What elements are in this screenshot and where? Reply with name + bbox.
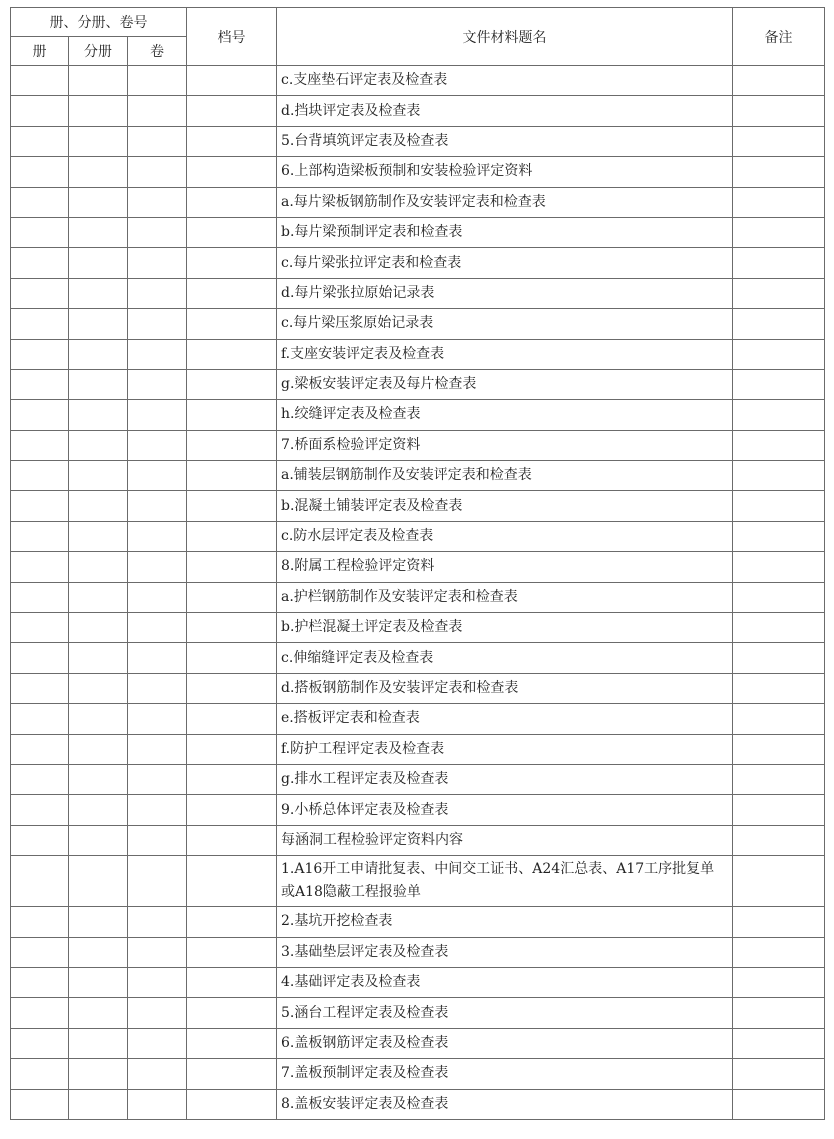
cell-roll	[128, 856, 187, 907]
table-row	[11, 998, 825, 1028]
cell-document-title: c.每片梁压浆原始记录表	[277, 309, 733, 339]
cell-volume	[11, 795, 69, 825]
cell-roll	[128, 613, 187, 643]
cell-remarks	[733, 278, 825, 308]
cell-file-number	[187, 907, 277, 937]
table-row	[11, 734, 825, 764]
table-row	[11, 126, 825, 156]
cell-document-title: f.防护工程评定表及检查表	[277, 734, 733, 764]
cell-remarks	[733, 187, 825, 217]
cell-remarks	[733, 66, 825, 96]
table-row	[11, 1028, 825, 1058]
cell-remarks	[733, 217, 825, 247]
cell-sub-volume	[69, 461, 128, 491]
cell-sub-volume	[69, 856, 128, 907]
cell-document-title: c.伸缩缝评定表及检查表	[277, 643, 733, 673]
cell-volume	[11, 430, 69, 460]
header-file-number: 档号	[187, 8, 277, 66]
table-body	[11, 66, 825, 1120]
cell-volume	[11, 400, 69, 430]
cell-roll	[128, 998, 187, 1028]
cell-remarks	[733, 795, 825, 825]
cell-roll	[128, 461, 187, 491]
cell-document-title: c.防水层评定表及检查表	[277, 521, 733, 551]
cell-roll	[128, 825, 187, 855]
table-row	[11, 400, 825, 430]
cell-remarks	[733, 825, 825, 855]
cell-volume	[11, 937, 69, 967]
cell-sub-volume	[69, 157, 128, 187]
cell-roll	[128, 126, 187, 156]
cell-volume	[11, 552, 69, 582]
cell-roll	[128, 937, 187, 967]
cell-sub-volume	[69, 1059, 128, 1089]
cell-volume	[11, 309, 69, 339]
cell-roll	[128, 582, 187, 612]
cell-remarks	[733, 937, 825, 967]
cell-sub-volume	[69, 704, 128, 734]
cell-remarks	[733, 764, 825, 794]
cell-file-number	[187, 552, 277, 582]
cell-roll	[128, 764, 187, 794]
cell-document-title: b.护栏混凝土评定表及检查表	[277, 613, 733, 643]
cell-roll	[128, 309, 187, 339]
table-row	[11, 461, 825, 491]
table-row	[11, 66, 825, 96]
cell-roll	[128, 491, 187, 521]
cell-document-title: 6.上部构造梁板预制和安装检验评定资料	[277, 157, 733, 187]
cell-volume	[11, 825, 69, 855]
header-volume: 册	[11, 37, 69, 66]
cell-roll	[128, 187, 187, 217]
cell-sub-volume	[69, 764, 128, 794]
cell-remarks	[733, 967, 825, 997]
cell-file-number	[187, 704, 277, 734]
cell-sub-volume	[69, 582, 128, 612]
table-row	[11, 937, 825, 967]
cell-sub-volume	[69, 96, 128, 126]
cell-sub-volume	[69, 217, 128, 247]
cell-roll	[128, 907, 187, 937]
cell-remarks	[733, 430, 825, 460]
cell-volume	[11, 764, 69, 794]
cell-roll	[128, 96, 187, 126]
cell-remarks	[733, 582, 825, 612]
cell-volume	[11, 217, 69, 247]
cell-file-number	[187, 400, 277, 430]
header-document-title: 文件材料题名	[277, 8, 733, 66]
cell-file-number	[187, 1059, 277, 1089]
table-row	[11, 187, 825, 217]
cell-document-title: 7.桥面系检验评定资料	[277, 430, 733, 460]
cell-sub-volume	[69, 795, 128, 825]
table-row	[11, 521, 825, 551]
cell-roll	[128, 967, 187, 997]
cell-document-title: c.支座垫石评定表及检查表	[277, 66, 733, 96]
cell-volume	[11, 461, 69, 491]
cell-remarks	[733, 673, 825, 703]
cell-remarks	[733, 157, 825, 187]
table-row	[11, 278, 825, 308]
cell-file-number	[187, 825, 277, 855]
cell-volume	[11, 1028, 69, 1058]
cell-roll	[128, 369, 187, 399]
cell-remarks	[733, 491, 825, 521]
cell-remarks	[733, 126, 825, 156]
cell-file-number	[187, 582, 277, 612]
cell-volume	[11, 278, 69, 308]
cell-volume	[11, 126, 69, 156]
cell-sub-volume	[69, 552, 128, 582]
cell-document-title: g.排水工程评定表及检查表	[277, 764, 733, 794]
cell-document-title: 2.基坑开挖检查表	[277, 907, 733, 937]
table-row	[11, 1089, 825, 1119]
table-row	[11, 582, 825, 612]
cell-roll	[128, 1059, 187, 1089]
cell-document-title: b.每片梁预制评定表和检查表	[277, 217, 733, 247]
cell-volume	[11, 1089, 69, 1119]
cell-volume	[11, 157, 69, 187]
header-sub-volume: 分册	[69, 37, 128, 66]
cell-sub-volume	[69, 400, 128, 430]
cell-file-number	[187, 521, 277, 551]
table-row	[11, 704, 825, 734]
cell-roll	[128, 430, 187, 460]
cell-sub-volume	[69, 521, 128, 551]
cell-remarks	[733, 552, 825, 582]
cell-sub-volume	[69, 126, 128, 156]
cell-volume	[11, 491, 69, 521]
cell-sub-volume	[69, 673, 128, 703]
cell-file-number	[187, 339, 277, 369]
cell-document-title: 每涵洞工程检验评定资料内容	[277, 825, 733, 855]
cell-sub-volume	[69, 937, 128, 967]
cell-volume	[11, 187, 69, 217]
cell-file-number	[187, 96, 277, 126]
cell-document-title: b.混凝土铺装评定表及检查表	[277, 491, 733, 521]
cell-sub-volume	[69, 491, 128, 521]
cell-file-number	[187, 795, 277, 825]
cell-file-number	[187, 937, 277, 967]
cell-volume	[11, 248, 69, 278]
cell-remarks	[733, 998, 825, 1028]
cell-sub-volume	[69, 430, 128, 460]
cell-remarks	[733, 1089, 825, 1119]
cell-file-number	[187, 309, 277, 339]
cell-remarks	[733, 461, 825, 491]
cell-remarks	[733, 613, 825, 643]
cell-document-title: a.护栏钢筋制作及安装评定表和检查表	[277, 582, 733, 612]
cell-sub-volume	[69, 369, 128, 399]
cell-document-title: h.绞缝评定表及检查表	[277, 400, 733, 430]
table-row	[11, 856, 825, 907]
cell-volume	[11, 967, 69, 997]
cell-document-title: f.支座安装评定表及检查表	[277, 339, 733, 369]
cell-roll	[128, 552, 187, 582]
cell-document-title: 9.小桥总体评定表及检查表	[277, 795, 733, 825]
cell-remarks	[733, 1059, 825, 1089]
cell-file-number	[187, 967, 277, 997]
cell-file-number	[187, 278, 277, 308]
table-row	[11, 217, 825, 247]
cell-sub-volume	[69, 734, 128, 764]
cell-remarks	[733, 856, 825, 907]
cell-remarks	[733, 704, 825, 734]
cell-document-title: d.挡块评定表及检查表	[277, 96, 733, 126]
cell-volume	[11, 613, 69, 643]
cell-document-title: 8.附属工程检验评定资料	[277, 552, 733, 582]
cell-roll	[128, 521, 187, 551]
table-row	[11, 673, 825, 703]
table-row	[11, 339, 825, 369]
cell-sub-volume	[69, 339, 128, 369]
cell-file-number	[187, 248, 277, 278]
cell-remarks	[733, 96, 825, 126]
cell-remarks	[733, 369, 825, 399]
cell-volume	[11, 1059, 69, 1089]
cell-sub-volume	[69, 1028, 128, 1058]
table-row	[11, 825, 825, 855]
table-row	[11, 552, 825, 582]
cell-file-number	[187, 673, 277, 703]
table-row	[11, 795, 825, 825]
cell-volume	[11, 734, 69, 764]
cell-sub-volume	[69, 309, 128, 339]
table-row	[11, 613, 825, 643]
cell-document-title: g.梁板安装评定表及每片检查表	[277, 369, 733, 399]
cell-file-number	[187, 187, 277, 217]
cell-document-title: 5.台背填筑评定表及检查表	[277, 126, 733, 156]
cell-roll	[128, 1089, 187, 1119]
cell-roll	[128, 66, 187, 96]
cell-document-title: 4.基础评定表及检查表	[277, 967, 733, 997]
cell-file-number	[187, 126, 277, 156]
cell-roll	[128, 217, 187, 247]
header-roll: 卷	[128, 37, 187, 66]
cell-roll	[128, 734, 187, 764]
table-row	[11, 907, 825, 937]
table-row	[11, 309, 825, 339]
cell-roll	[128, 339, 187, 369]
cell-volume	[11, 643, 69, 673]
table-row	[11, 248, 825, 278]
table-row	[11, 1059, 825, 1089]
cell-document-title: 1.A16开工申请批复表、中间交工证书、A24汇总表、A17工序批复单或A18隐蔽工程报验单	[277, 856, 733, 907]
cell-file-number	[187, 998, 277, 1028]
cell-volume	[11, 998, 69, 1028]
cell-remarks	[733, 907, 825, 937]
cell-document-title: a.每片梁板钢筋制作及安装评定表和检查表	[277, 187, 733, 217]
cell-roll	[128, 278, 187, 308]
cell-file-number	[187, 1089, 277, 1119]
cell-roll	[128, 643, 187, 673]
cell-document-title: 6.盖板钢筋评定表及检查表	[277, 1028, 733, 1058]
cell-document-title: a.铺装层钢筋制作及安装评定表和检查表	[277, 461, 733, 491]
table-row	[11, 430, 825, 460]
cell-file-number	[187, 764, 277, 794]
cell-remarks	[733, 1028, 825, 1058]
cell-sub-volume	[69, 66, 128, 96]
cell-file-number	[187, 613, 277, 643]
archive-catalog-table	[10, 7, 825, 1120]
cell-volume	[11, 369, 69, 399]
cell-roll	[128, 248, 187, 278]
cell-sub-volume	[69, 967, 128, 997]
cell-remarks	[733, 643, 825, 673]
cell-volume	[11, 582, 69, 612]
cell-remarks	[733, 734, 825, 764]
cell-file-number	[187, 734, 277, 764]
cell-remarks	[733, 309, 825, 339]
cell-sub-volume	[69, 825, 128, 855]
cell-sub-volume	[69, 613, 128, 643]
cell-sub-volume	[69, 643, 128, 673]
cell-file-number	[187, 856, 277, 907]
cell-volume	[11, 339, 69, 369]
cell-file-number	[187, 157, 277, 187]
header-volume-group: 册、分册、卷号	[11, 8, 187, 37]
cell-file-number	[187, 491, 277, 521]
cell-sub-volume	[69, 187, 128, 217]
cell-document-title: 8.盖板安装评定表及检查表	[277, 1089, 733, 1119]
cell-volume	[11, 673, 69, 703]
cell-volume	[11, 66, 69, 96]
cell-volume	[11, 704, 69, 734]
cell-roll	[128, 1028, 187, 1058]
table-row	[11, 764, 825, 794]
table-row	[11, 96, 825, 126]
cell-document-title: d.每片梁张拉原始记录表	[277, 278, 733, 308]
cell-remarks	[733, 521, 825, 551]
cell-file-number	[187, 643, 277, 673]
cell-document-title: d.搭板钢筋制作及安装评定表和检查表	[277, 673, 733, 703]
table-row	[11, 967, 825, 997]
cell-sub-volume	[69, 278, 128, 308]
cell-volume	[11, 96, 69, 126]
cell-remarks	[733, 248, 825, 278]
cell-sub-volume	[69, 1089, 128, 1119]
cell-sub-volume	[69, 998, 128, 1028]
cell-document-title: 7.盖板预制评定表及检查表	[277, 1059, 733, 1089]
table-row	[11, 369, 825, 399]
cell-volume	[11, 907, 69, 937]
cell-sub-volume	[69, 907, 128, 937]
cell-remarks	[733, 339, 825, 369]
cell-roll	[128, 795, 187, 825]
header-remarks: 备注	[733, 8, 825, 66]
table-row	[11, 643, 825, 673]
table-row	[11, 157, 825, 187]
cell-remarks	[733, 400, 825, 430]
cell-volume	[11, 521, 69, 551]
cell-roll	[128, 673, 187, 703]
cell-document-title: 5.涵台工程评定表及检查表	[277, 998, 733, 1028]
cell-file-number	[187, 369, 277, 399]
cell-document-title: 3.基础垫层评定表及检查表	[277, 937, 733, 967]
cell-file-number	[187, 430, 277, 460]
cell-roll	[128, 157, 187, 187]
cell-file-number	[187, 66, 277, 96]
cell-document-title: e.搭板评定表和检查表	[277, 704, 733, 734]
cell-roll	[128, 704, 187, 734]
cell-roll	[128, 400, 187, 430]
cell-volume	[11, 856, 69, 907]
cell-sub-volume	[69, 248, 128, 278]
cell-file-number	[187, 217, 277, 247]
cell-file-number	[187, 461, 277, 491]
cell-document-title: c.每片梁张拉评定表和检查表	[277, 248, 733, 278]
cell-file-number	[187, 1028, 277, 1058]
table-row	[11, 491, 825, 521]
